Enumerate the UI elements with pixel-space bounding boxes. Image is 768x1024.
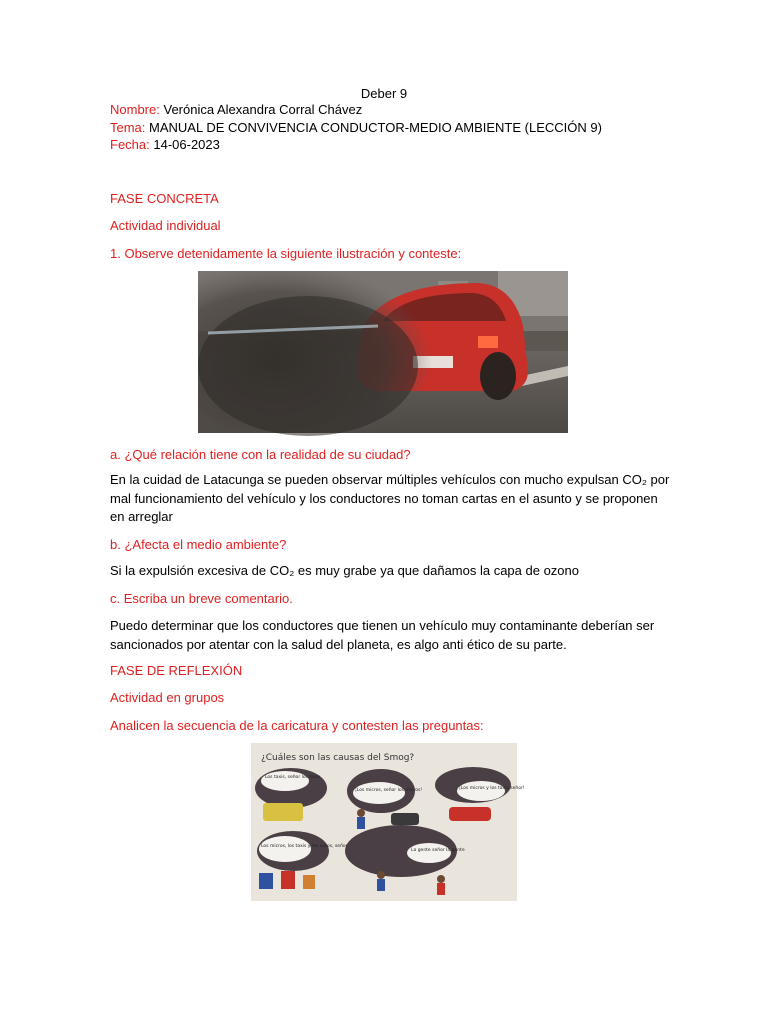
bubble-2: ¡Los micros, señor los micros! <box>355 788 423 793</box>
fase-concreta-heading: FASE CONCRETA <box>110 191 219 206</box>
tema-value: MANUAL DE CONVIVENCIA CONDUCTOR-MEDIO AMBIENTE (LECCIÓN 9) <box>149 120 602 135</box>
actividad-grupos-label: Actividad en grupos <box>110 690 225 705</box>
nombre-label: Nombre: <box>110 102 160 117</box>
fecha-label: Fecha: <box>110 137 150 152</box>
actividad-individual-label: Actividad individual <box>110 218 221 233</box>
question-a: a. ¿Qué relación tiene con la realidad de su ciudad? <box>110 447 411 462</box>
bubble-5: La gente señor la gente <box>411 848 465 853</box>
question-b: b. ¿Afecta el medio ambiente? <box>110 537 287 552</box>
nombre-line <box>110 101 362 118</box>
tema-label: Tema: <box>110 120 146 135</box>
cartoon-title: ¿Cuáles son las causas del Smog? <box>261 753 415 763</box>
answer-a: En la cuidad de Latacunga se pueden observar múltiples vehículos con mucho expulsan CO₂ por mal funcionamiento del vehículo y los conductores no toman cartas en el asunto y se proponen en arreglar <box>110 472 670 524</box>
bubble-4: Los micros, los taxis y los autos, señor <box>261 844 348 849</box>
fecha-line <box>110 136 220 153</box>
answer-b: Si la expulsión excesiva de CO₂ es muy grabe ya que dañamos la capa de ozono <box>110 563 579 578</box>
question-c: c. Escriba un breve comentario. <box>110 591 293 606</box>
nombre-value: Verónica Alexandra Corral Chávez <box>163 102 363 117</box>
bubble-3: ¡Los micros y los taxis señor! <box>459 786 525 791</box>
instruction-1: 1. Observe detenidamente la siguiente ilustración y conteste: <box>110 246 462 261</box>
document-title: Deber 9 <box>360 86 408 101</box>
bubble-1: Los taxis, señor los taxis <box>265 775 321 780</box>
answer-c: Puedo determinar que los conductores que tienen un vehículo muy contaminante deberían ser sancionados por atentar con la salud del planeta, es algo anti ético de su parte. <box>110 618 655 652</box>
polluting-car-photo <box>198 271 568 433</box>
fecha-value: 14-06-2023 <box>153 137 220 152</box>
fase-reflexion-heading: FASE DE REFLEXIÓN <box>110 663 243 678</box>
smog-cartoon <box>251 743 525 901</box>
instruction-2: Analicen la secuencia de la caricatura y contesten las preguntas: <box>110 718 484 733</box>
tema-line <box>110 119 602 136</box>
